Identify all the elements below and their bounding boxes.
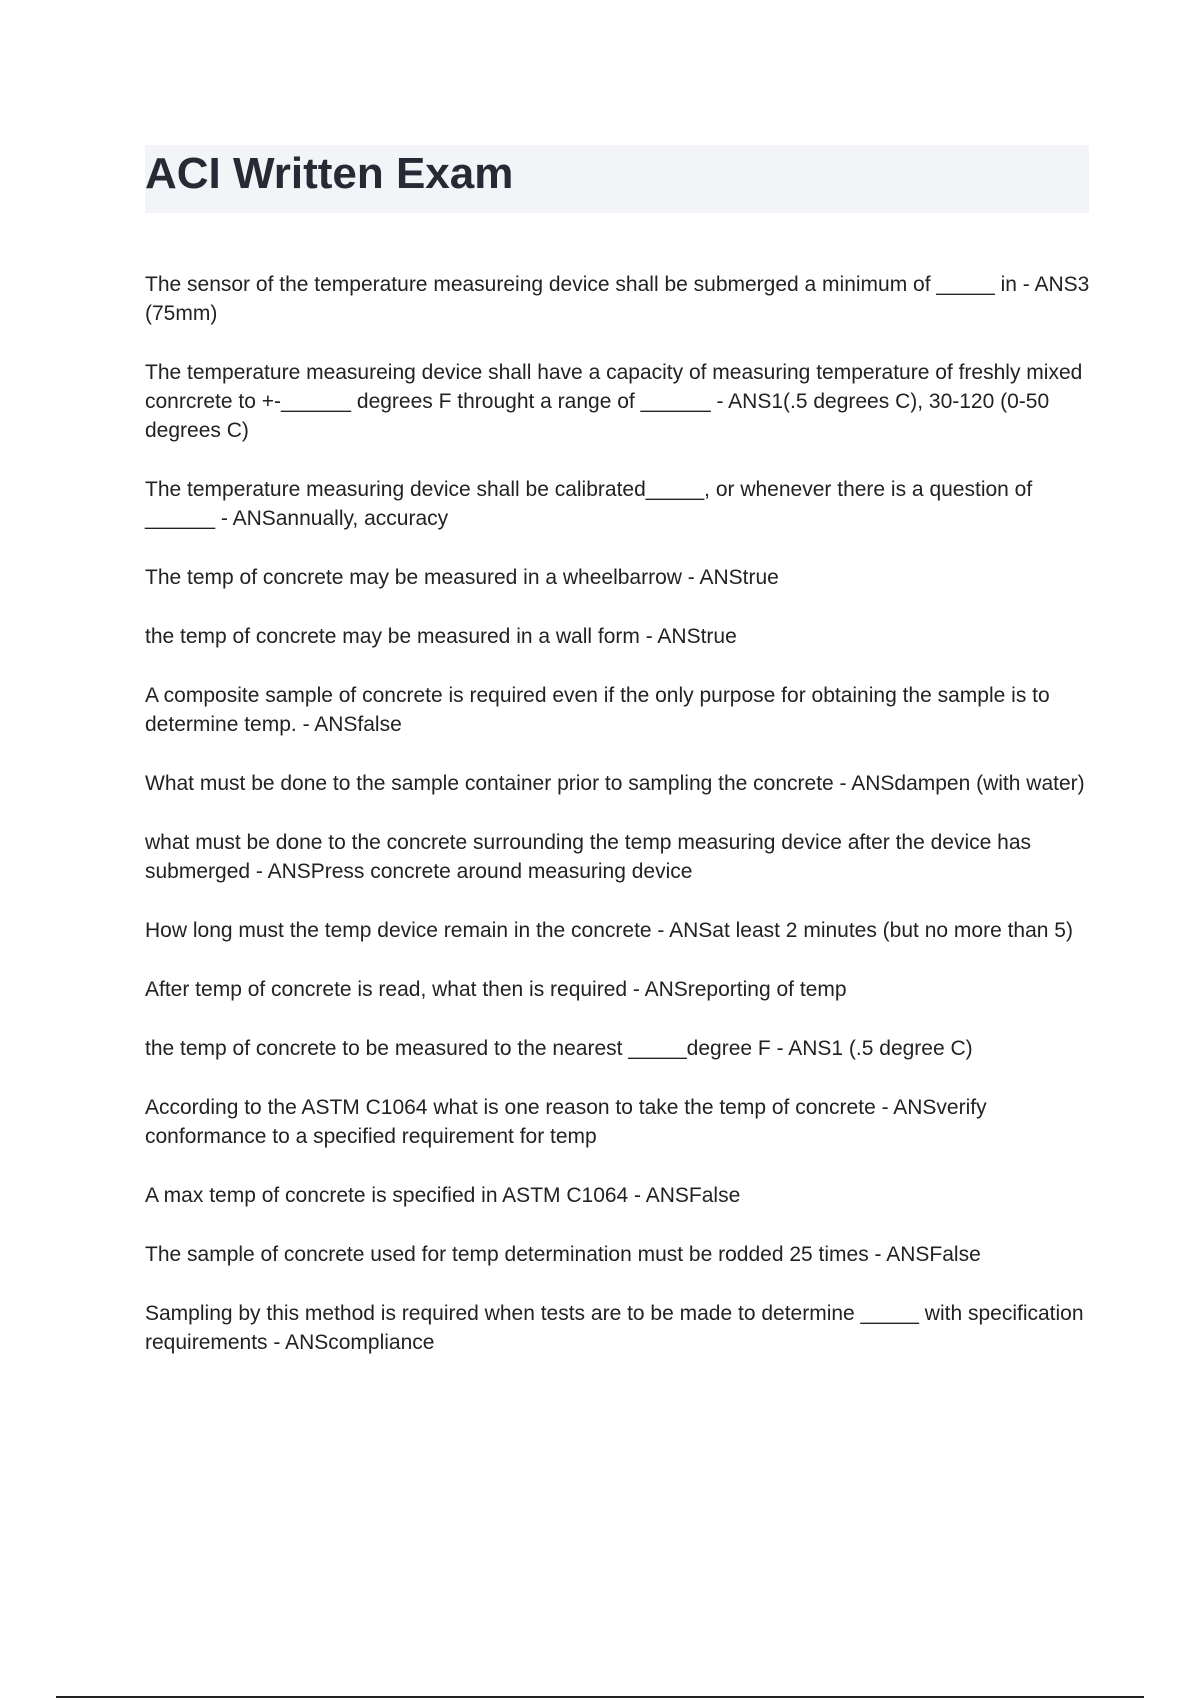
qa-item: The sensor of the temperature measureing device shall be submerged a minimum of _____ in - ANS3 (75mm) — [145, 273, 1090, 325]
qa-item: what must be done to the concrete surrounding the temp measuring device after the device has submerged - ANSPress concrete around measuring device — [145, 831, 1032, 883]
qa-item: What must be done to the sample container prior to sampling the concrete - ANSdampen (with water) — [145, 772, 1085, 795]
page-title: ACI Written Exam — [145, 149, 514, 198]
qa-item: the temp of concrete to be measured to the nearest _____degree F - ANS1 (.5 degree C) — [145, 1037, 973, 1060]
qa-item: After temp of concrete is read, what then is required - ANSreporting of temp — [145, 978, 847, 1001]
footer-divider — [56, 1696, 1144, 1698]
qa-item: The temp of concrete may be measured in a wheelbarrow - ANStrue — [145, 566, 779, 589]
qa-item: A composite sample of concrete is required even if the only purpose for obtaining the sample is to determine temp. - ANSfalse — [145, 684, 1050, 736]
question-answer-list — [145, 270, 1090, 1387]
qa-item: The temperature measuring device shall be calibrated_____, or whenever there is a question of ______ - ANSannually, accuracy — [145, 478, 1033, 530]
qa-item: How long must the temp device remain in the concrete - ANSat least 2 minutes (but no more than 5) — [145, 919, 1073, 942]
qa-item: Sampling by this method is required when tests are to be made to determine _____ with specification requirements - ANScompliance — [145, 1302, 1084, 1354]
qa-item: the temp of concrete may be measured in a wall form - ANStrue — [145, 625, 737, 648]
qa-item: According to the ASTM C1064 what is one reason to take the temp of concrete - ANSverify conformance to a specified requirement for temp — [145, 1096, 987, 1148]
qa-item: The sample of concrete used for temp determination must be rodded 25 times - ANSFalse — [145, 1243, 981, 1266]
qa-item: A max temp of concrete is specified in ASTM C1064 - ANSFalse — [145, 1184, 741, 1207]
qa-item: The temperature measureing device shall have a capacity of measuring temperature of freshly mixed conrcrete to +-______ degrees F throught a range of ______ - ANS1(.5 degrees C), 30-120 (0-50 degrees C) — [145, 361, 1083, 442]
